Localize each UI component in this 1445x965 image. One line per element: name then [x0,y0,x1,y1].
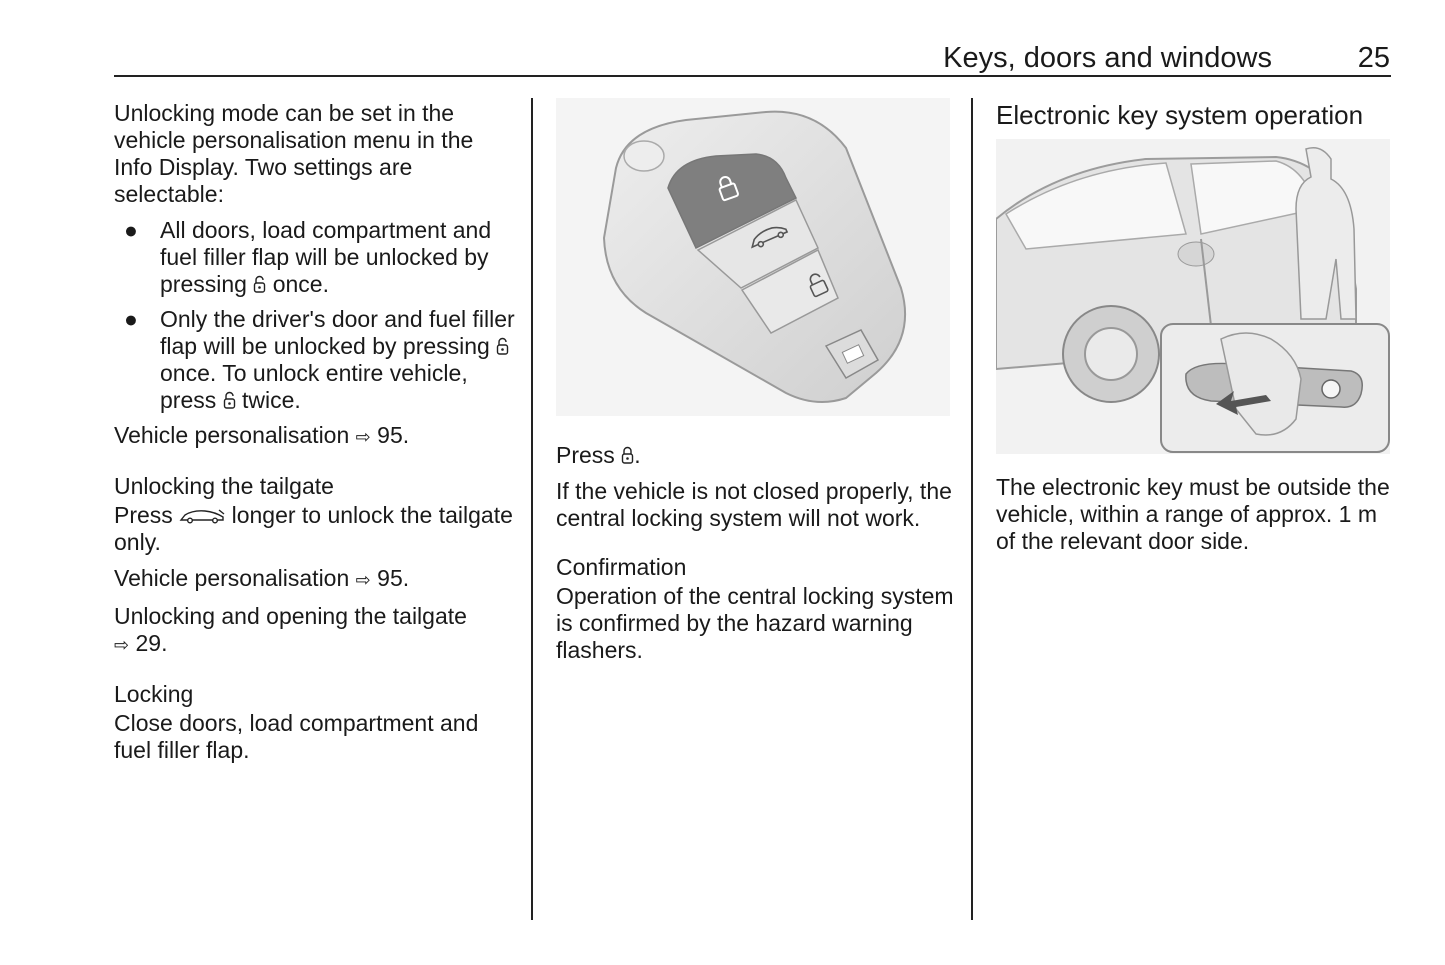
key-fob-illustration [556,98,950,416]
reference-arrow-icon: ⇨ [114,635,130,655]
list-item [114,217,516,298]
reference-page[interactable]: 95. [377,565,410,591]
unlock-icon [253,275,266,293]
page-number: 25 [1357,42,1390,74]
reference-vehicle-personalisation-2 [114,565,516,594]
locking-paragraph: Close doors, load compartment and fuel filler flap. [114,710,479,763]
tailgate-paragraph [114,502,516,556]
reference-vehicle-personalisation [114,422,516,451]
paragraph-text: . [634,442,641,468]
section-heading: Electronic key system operation [996,100,1364,130]
confirmation-paragraph: Operation of the central locking system is confirmed by the hazard warning flashers. [556,583,954,663]
electronic-key-paragraph: The electronic key must be outside the vehicle, within a range of approx. 1 m of the relevant door side. [996,474,1390,554]
bullet-dot: ● [124,217,138,243]
bullet-text: twice. [242,387,301,413]
reference-text: Vehicle personalisation [114,422,350,448]
reference-text: Vehicle personalisation [114,565,350,591]
car-door-handle-illustration [996,139,1390,454]
bullet-text: once. [272,271,329,297]
unlock-icon [496,337,509,355]
tailgate-heading: Unlocking the tailgate [114,473,334,499]
reference-text: Unlocking and opening the tailgate [114,603,467,629]
unlock-settings-list [114,217,516,414]
press-lock-paragraph [556,442,956,469]
reference-page[interactable]: 29. [135,630,168,656]
column-divider-1 [531,98,533,920]
unlock-icon [223,391,236,409]
column-1 [114,100,516,773]
confirmation-heading: Confirmation [556,554,687,580]
paragraph-text: Press [114,502,173,528]
reference-tailgate-opening [114,603,516,659]
paragraph-text: longer to unlock the tailgate only. [114,502,513,555]
bullet-dot: ● [124,306,138,332]
paragraph-text: Press [556,442,615,468]
header-rule [114,75,1391,77]
column-2 [556,98,956,673]
column-3 [996,100,1392,564]
lock-icon [621,446,634,464]
not-closed-paragraph: If the vehicle is not closed properly, the central locking system will not work. [556,478,952,531]
column-divider-2 [971,98,973,920]
bullet-text: All doors, load compartment and fuel filler flap will be unlocked by pressing [160,217,492,297]
reference-page[interactable]: 95. [377,422,410,448]
intro-paragraph: Unlocking mode can be set in the vehicle personalisation menu in the Info Display. Two settings are selectable: [114,100,474,207]
bullet-text: once. To unlock entire vehicle, press [160,360,468,413]
reference-arrow-icon: ⇨ [355,427,371,447]
locking-heading: Locking [114,681,194,707]
bullet-text: Only the driver's door and fuel filler flap will be unlocked by pressing [160,306,515,359]
list-item [114,306,516,414]
reference-arrow-icon: ⇨ [355,570,371,590]
car-tailgate-icon [179,508,225,524]
page-header-title: Keys, doors and windows [943,42,1272,74]
